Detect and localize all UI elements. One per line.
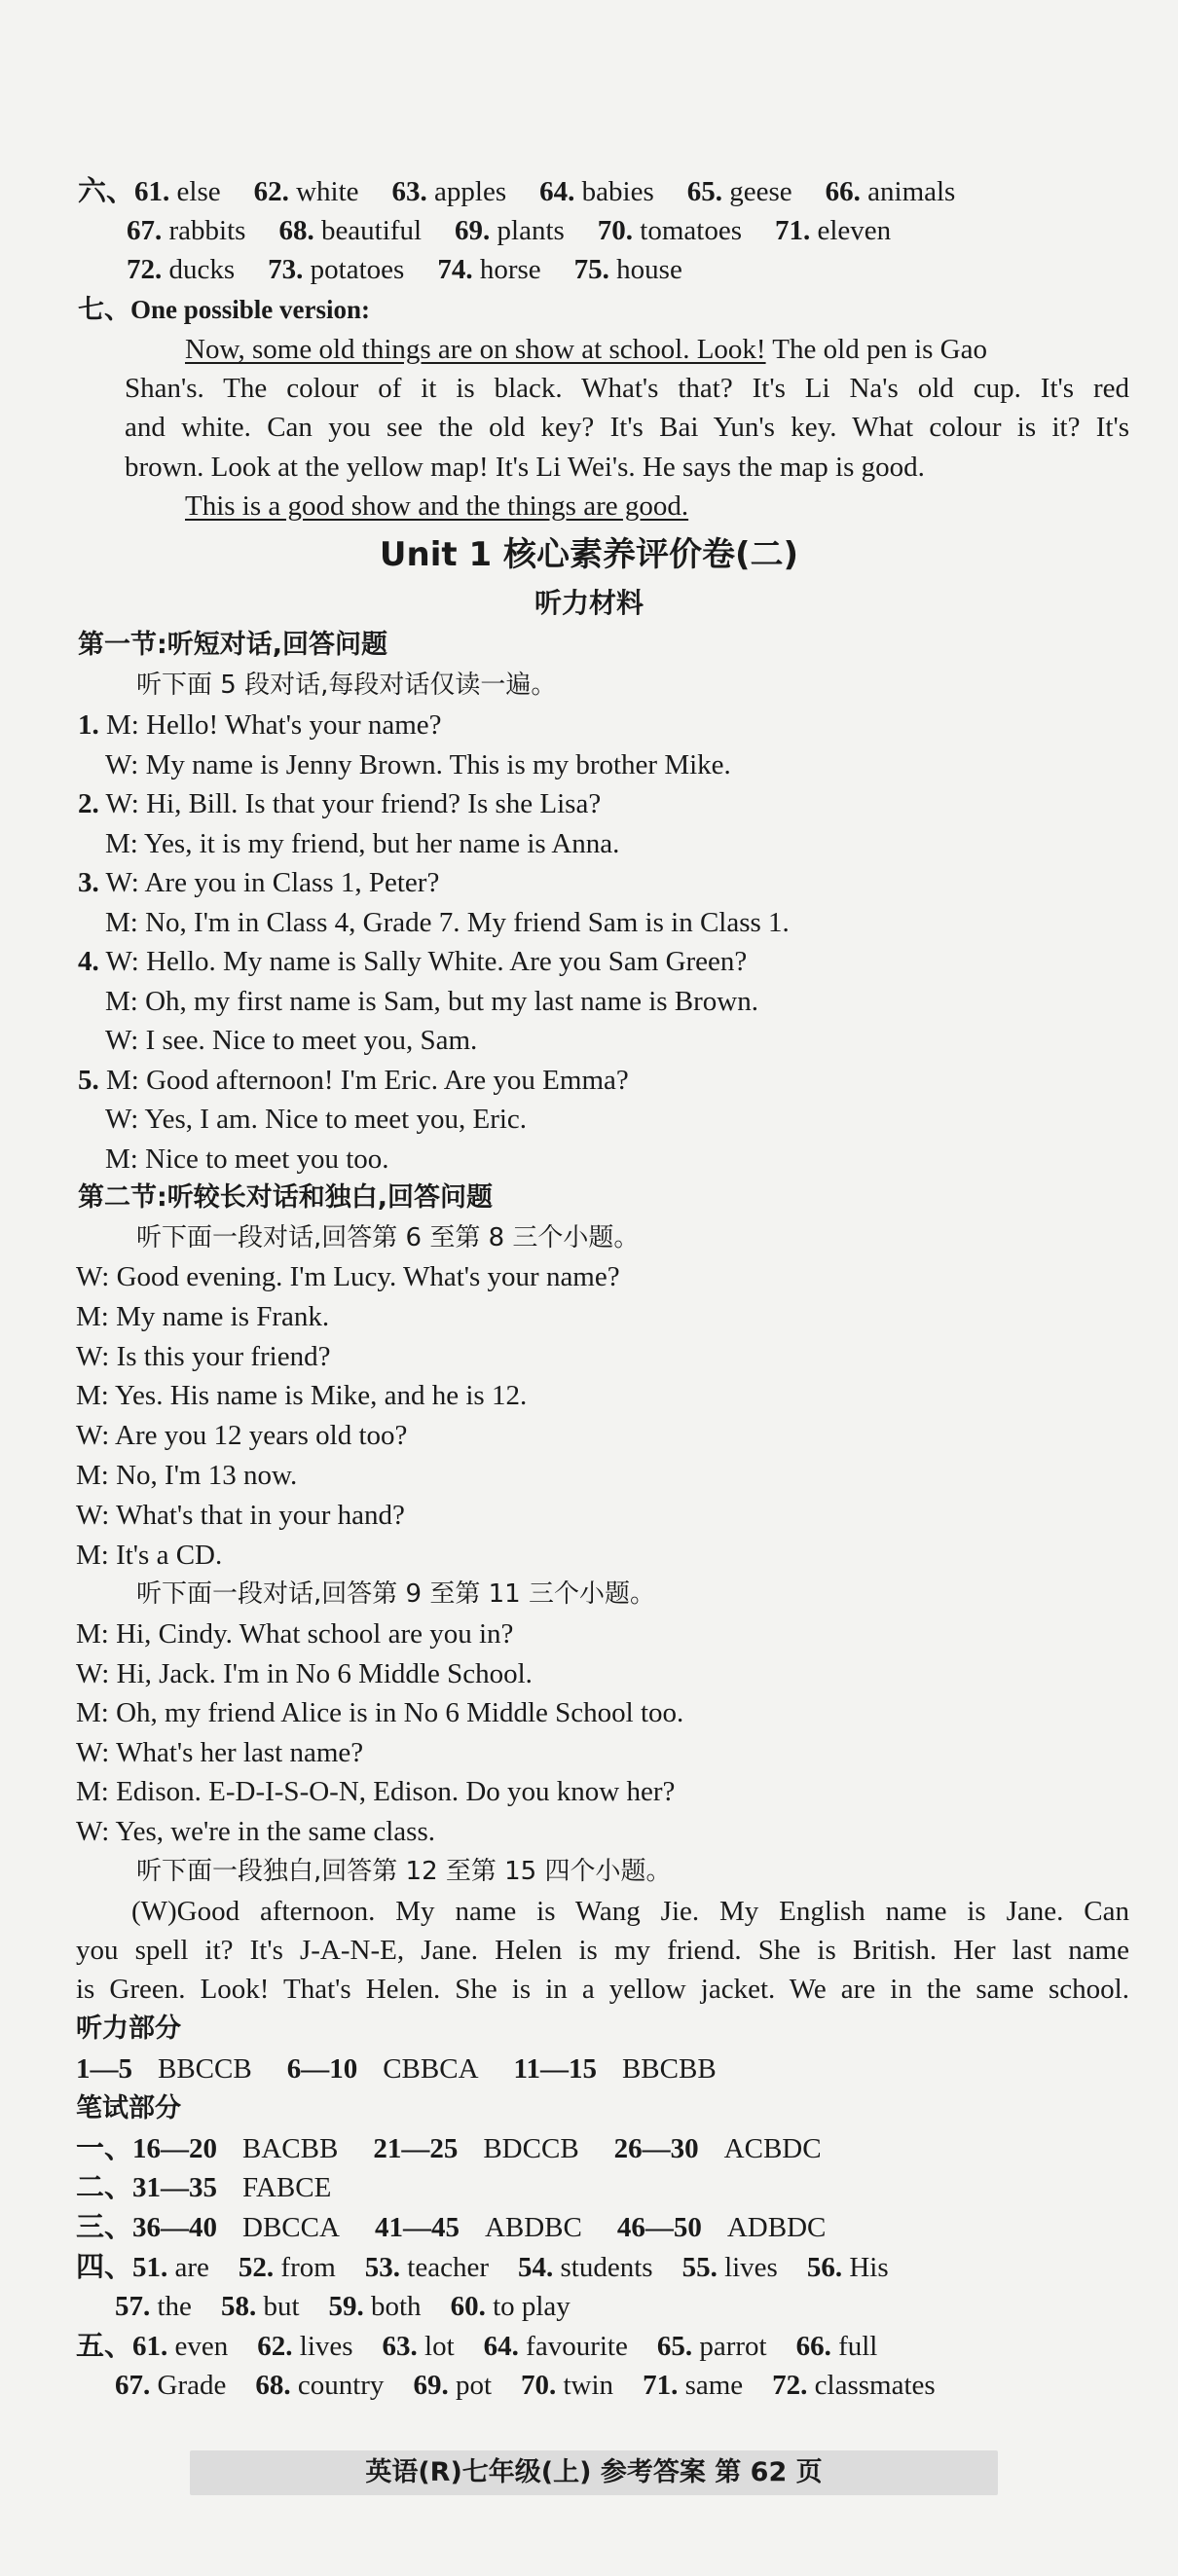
speaker-label: W:	[98, 788, 139, 819]
answer-value: same	[678, 2370, 744, 2401]
answer-number: 72.	[127, 254, 163, 285]
dialogue-text: Yes. His name is Mike, and he is 12.	[108, 1380, 528, 1412]
answer-value: full	[830, 2331, 878, 2362]
answer-value: to play	[485, 2291, 571, 2322]
speaker-label: W:	[105, 748, 139, 780]
answer-number: 52.	[238, 2252, 275, 2283]
answer-value: tomatoes	[633, 215, 742, 246]
dialogue-text: Hi, Jack. I'm in No 6 Middle School.	[109, 1657, 533, 1689]
speaker-label: M:	[98, 709, 139, 741]
answer-value: classmates	[807, 2370, 936, 2401]
sec6-row1	[78, 172, 955, 211]
speaker-label: M:	[105, 827, 138, 859]
dialogue-text: Good afternoon! I'm Eric. Are you Emma?	[138, 1064, 629, 1096]
answer-number: 68.	[255, 2370, 291, 2401]
answer-item	[78, 176, 221, 207]
answer-item	[643, 2370, 743, 2401]
answer-item	[76, 2212, 340, 2243]
part2-intro1: 听下面一段对话,回答第 6 至第 8 三个小题。	[136, 1223, 640, 1252]
answer-number: 五、61.	[76, 2331, 168, 2362]
answers-s4-row2	[115, 2287, 571, 2326]
dialogue-text: Yes, we're in the same class.	[109, 1815, 435, 1847]
answer-number: 三、36—40	[76, 2212, 218, 2243]
answer-number: 71.	[775, 215, 811, 246]
answer-number: 二、31—35	[76, 2172, 218, 2203]
answer-value: white	[288, 176, 359, 207]
speaker-label: M:	[76, 1697, 109, 1728]
answer-item	[455, 215, 565, 246]
answer-value: His	[842, 2252, 889, 2283]
answer-number: 62.	[257, 2331, 293, 2362]
answer-number: 26—30	[613, 2133, 699, 2164]
dialogue-text: Yes, it is my friend, but her name is Anna.	[137, 827, 620, 859]
answer-number: 69.	[455, 215, 491, 246]
dialogue-text: Edison. E-D-I-S-O-N, Edison. Do you know her?	[108, 1776, 676, 1807]
dialogue-text: Are you in Class 1, Peter?	[138, 867, 440, 898]
speaker-label: W:	[76, 1815, 110, 1847]
dialogue-line	[105, 1140, 389, 1179]
answer-item	[365, 2252, 489, 2283]
answer-item	[76, 2053, 252, 2085]
answer-item	[76, 2133, 338, 2164]
answers-s2	[76, 2168, 331, 2207]
dialogue-line	[76, 1337, 330, 1376]
sec7-line4: brown. Look at the yellow map! It's Li Wei's. He says the map is good.	[125, 452, 925, 483]
answer-value: rabbits	[162, 215, 246, 246]
dialogue-line	[76, 1456, 297, 1495]
speaker-label: M:	[76, 1618, 109, 1650]
part1-heading: 第一节:听短对话,回答问题	[78, 630, 388, 660]
answer-number: 四、51.	[76, 2252, 168, 2283]
dialogue-text: Yes, I am. Nice to meet you, Eric.	[138, 1104, 528, 1135]
answer-value: lives	[292, 2331, 353, 2362]
answer-number: 六、61.	[78, 176, 170, 207]
answer-number: 1—5	[76, 2053, 132, 2085]
answer-value: house	[608, 254, 682, 285]
speaker-label: W:	[76, 1340, 110, 1372]
answer-item	[76, 2331, 228, 2362]
answer-number: 74.	[437, 254, 473, 285]
dialogue-line	[76, 1376, 527, 1415]
answer-number: 55.	[681, 2252, 718, 2283]
listening-heading: 听力部分	[76, 2014, 181, 2044]
answer-number: 6—10	[286, 2053, 358, 2085]
answers-s1	[76, 2129, 822, 2168]
answer-item	[617, 2212, 827, 2243]
dialogue-text: What's that in your hand?	[109, 1499, 405, 1531]
dialogue-line	[76, 1416, 407, 1455]
dialogue-text: My name is Jenny Brown. This is my brother Mike.	[138, 748, 731, 780]
sec7-line3: and white. Can you see the old key? It's Bai Yun's key. What colour is it? It's	[125, 412, 1129, 443]
answer-value: students	[553, 2252, 653, 2283]
answer-item	[268, 254, 404, 285]
answer-item	[796, 2331, 878, 2362]
answer-value: lot	[417, 2331, 455, 2362]
answer-number: 66.	[795, 2331, 831, 2362]
answer-number: 一、16—20	[76, 2133, 218, 2164]
answer-value: ACBDC	[723, 2133, 822, 2164]
answer-number: 67.	[115, 2370, 151, 2401]
answer-value: ABDBC	[484, 2212, 582, 2243]
dialogue-number: 3.	[78, 867, 99, 898]
answer-value: favourite	[518, 2331, 628, 2362]
answer-number: 60.	[450, 2291, 486, 2322]
speaker-label: M:	[76, 1380, 109, 1412]
dialogue-line	[76, 1812, 435, 1851]
dialogue-text: Oh, my friend Alice is in No 6 Middle School too.	[108, 1697, 684, 1728]
answer-value: horse	[472, 254, 541, 285]
answer-value: BACBB	[242, 2133, 339, 2164]
unit-subtitle: 听力材料	[534, 587, 644, 619]
answer-value: geese	[721, 176, 792, 207]
answer-number: 58.	[220, 2291, 257, 2322]
dialogue-line	[76, 1772, 675, 1811]
answer-number: 56.	[806, 2252, 843, 2283]
answer-item	[375, 2212, 582, 2243]
dialogue-line	[76, 1536, 222, 1575]
sec6-row3	[127, 250, 682, 289]
answer-item	[257, 2331, 352, 2362]
answer-item	[115, 2291, 192, 2322]
sec7-line1-underlined: Now, some old things are on show at school. Look!	[185, 334, 766, 365]
answer-value: BBCBB	[621, 2053, 717, 2085]
answer-value: babies	[574, 176, 654, 207]
dialogue-text: Is this your friend?	[109, 1340, 331, 1372]
sec7-heading: 七、One possible version:	[78, 295, 371, 324]
answer-number: 63.	[382, 2331, 418, 2362]
answer-item	[278, 215, 422, 246]
part2-intro3: 听下面一段独白,回答第 12 至第 15 四个小题。	[136, 1857, 672, 1886]
answer-number: 62.	[253, 176, 289, 207]
monologue-line3: is Green. Look! That's Helen. She is in a yellow jacket. We are in the same school.	[76, 1974, 1129, 2005]
dialogue-text: No, I'm 13 now.	[108, 1460, 298, 1491]
answer-item	[221, 2291, 300, 2322]
answer-item	[574, 254, 682, 285]
answer-number: 46—50	[616, 2212, 702, 2243]
answer-number: 57.	[115, 2291, 151, 2322]
answer-value: BDCCB	[483, 2133, 579, 2164]
answer-item	[392, 176, 507, 207]
dialogue-text: Hi, Bill. Is that your friend? Is she Lisa?	[138, 788, 602, 819]
answer-item	[514, 2053, 717, 2085]
answer-value: FABCE	[242, 2172, 332, 2203]
speaker-label: W:	[105, 1104, 139, 1135]
dialogue-text: Are you 12 years old too?	[109, 1420, 408, 1452]
sec7-line2: Shan's. The colour of it is black. What's that? It's Li Na's old cup. It's red	[125, 373, 1129, 404]
answer-value: country	[290, 2370, 385, 2401]
answer-item	[76, 2252, 209, 2283]
dialogue-line	[105, 982, 758, 1021]
answer-value: Grade	[150, 2370, 227, 2401]
answer-item	[775, 215, 891, 246]
answer-item	[329, 2291, 422, 2322]
answer-value: even	[167, 2331, 229, 2362]
dialogue-text: Hello! What's your name?	[138, 709, 442, 741]
dialogue-text: Hello. My name is Sally White. Are you Sam Green?	[138, 946, 748, 977]
answer-value: DBCCA	[242, 2212, 340, 2243]
answer-item	[598, 215, 742, 246]
speaker-label: W:	[76, 1420, 110, 1452]
answer-value: teacher	[400, 2252, 489, 2283]
writing-heading: 笔试部分	[76, 2093, 181, 2123]
answer-value: are	[167, 2252, 209, 2283]
answer-value: plants	[490, 215, 565, 246]
answer-number: 73.	[268, 254, 304, 285]
answer-number: 65.	[686, 176, 722, 207]
answer-value: both	[363, 2291, 422, 2322]
answer-item	[807, 2252, 889, 2283]
monologue-line1: (W)Good afternoon. My name is Wang Jie. My English name is Jane. Can	[131, 1896, 1129, 1927]
speaker-label: W:	[98, 867, 139, 898]
answer-number: 11—15	[513, 2053, 597, 2085]
answer-value: parrot	[692, 2331, 767, 2362]
answer-value: twin	[556, 2370, 614, 2401]
answer-value: else	[169, 176, 221, 207]
answer-item	[539, 176, 654, 207]
dialogue-text: Oh, my first name is Sam, but my last name is Brown.	[137, 985, 758, 1017]
answer-number: 64.	[539, 176, 575, 207]
answer-value: from	[274, 2252, 336, 2283]
answer-number: 41—45	[374, 2212, 460, 2243]
speaker-label: M:	[76, 1539, 109, 1571]
answers-s3	[76, 2208, 826, 2247]
answer-item	[127, 254, 235, 285]
answer-item	[657, 2331, 767, 2362]
answer-value: apples	[426, 176, 507, 207]
answer-number: 63.	[391, 176, 427, 207]
dialogue-number: 5.	[78, 1064, 99, 1096]
dialogue-line	[78, 942, 747, 981]
answer-number: 75.	[573, 254, 609, 285]
answer-item	[451, 2291, 571, 2322]
answer-item	[383, 2331, 455, 2362]
answer-value: pot	[448, 2370, 492, 2401]
answer-item	[437, 254, 540, 285]
part2-heading: 第二节:听较长对话和独白,回答问题	[78, 1182, 494, 1213]
speaker-label: M:	[105, 1143, 138, 1175]
dialogue-line	[105, 1100, 527, 1139]
answer-item	[772, 2370, 936, 2401]
answer-number: 64.	[483, 2331, 519, 2362]
answer-number: 67.	[127, 215, 163, 246]
answer-value: BBCCB	[158, 2053, 252, 2085]
answer-item	[521, 2370, 613, 2401]
answer-item	[239, 2252, 336, 2283]
part2-intro2: 听下面一段对话,回答第 9 至第 11 三个小题。	[136, 1579, 655, 1609]
answer-number: 71.	[643, 2370, 679, 2401]
dialogue-text: Hi, Cindy. What school are you in?	[108, 1618, 514, 1650]
dialogue-line	[76, 1297, 329, 1336]
dialogue-line	[105, 903, 790, 942]
answer-number: 66.	[825, 176, 861, 207]
speaker-label: W:	[76, 1657, 110, 1689]
sec7-line1	[185, 330, 987, 369]
dialogue-number: 2.	[78, 788, 99, 819]
answer-item	[826, 176, 956, 207]
answer-value: eleven	[810, 215, 892, 246]
answer-number: 72.	[772, 2370, 808, 2401]
answers-s5-row2	[115, 2366, 936, 2405]
answer-item	[115, 2370, 226, 2401]
speaker-label: M:	[76, 1460, 109, 1491]
answer-item	[254, 176, 359, 207]
answer-number: 21—25	[373, 2133, 459, 2164]
answer-value: ducks	[162, 254, 236, 285]
speaker-label: M:	[105, 906, 138, 938]
answer-item	[687, 176, 792, 207]
answer-item	[373, 2133, 578, 2164]
answer-item	[287, 2053, 479, 2085]
answer-number: 69.	[413, 2370, 449, 2401]
speaker-label: W:	[76, 1261, 110, 1292]
answer-item	[614, 2133, 822, 2164]
speaker-label: W:	[76, 1736, 110, 1768]
dialogue-text: No, I'm in Class 4, Grade 7. My friend Sam is in Class 1.	[137, 906, 790, 938]
speaker-label: M:	[76, 1300, 109, 1332]
answer-number: 65.	[656, 2331, 693, 2362]
dialogue-line	[76, 1257, 620, 1296]
answer-value: CBBCA	[383, 2053, 479, 2085]
dialogue-line	[78, 784, 601, 823]
dialogue-text: Nice to meet you too.	[137, 1143, 389, 1175]
speaker-label: M:	[105, 985, 138, 1017]
dialogue-text: It's a CD.	[108, 1539, 223, 1571]
dialogue-line	[105, 745, 731, 784]
answer-number: 54.	[518, 2252, 554, 2283]
speaker-label: M:	[98, 1064, 139, 1096]
answer-item	[484, 2331, 628, 2362]
dialogue-line	[76, 1733, 363, 1772]
answer-number: 53.	[364, 2252, 401, 2283]
dialogue-line	[78, 706, 442, 744]
sec6-row2	[127, 211, 891, 250]
monologue-line2: you spell it? It's J-A-N-E, Jane. Helen is my friend. She is British. Her last name	[76, 1935, 1129, 1966]
dialogue-line	[105, 824, 619, 863]
speaker-label: W:	[105, 1025, 139, 1056]
dialogue-line	[76, 1693, 683, 1732]
answer-number: 59.	[328, 2291, 364, 2322]
answer-value: potatoes	[303, 254, 405, 285]
answer-item	[413, 2370, 492, 2401]
dialogue-text: I see. Nice to meet you, Sam.	[138, 1025, 478, 1056]
dialogue-line	[76, 1496, 405, 1535]
dialogue-text: Good evening. I'm Lucy. What's your name?	[109, 1261, 620, 1292]
dialogue-line	[76, 1615, 513, 1653]
answer-item	[127, 215, 245, 246]
dialogue-line	[78, 863, 439, 902]
answer-item	[255, 2370, 384, 2401]
answer-number: 70.	[521, 2370, 557, 2401]
answer-value: beautiful	[313, 215, 423, 246]
answers-s4-row1	[76, 2248, 889, 2287]
dialogue-line	[105, 1021, 477, 1060]
answer-value: animals	[860, 176, 956, 207]
answer-value: the	[150, 2291, 192, 2322]
dialogue-text: My name is Frank.	[108, 1300, 330, 1332]
answer-item	[682, 2252, 778, 2283]
dialogue-number: 1.	[78, 709, 99, 741]
answer-value: ADBDC	[726, 2212, 827, 2243]
dialogue-line	[76, 1654, 533, 1693]
answer-value: but	[256, 2291, 300, 2322]
answer-item	[76, 2172, 331, 2203]
answers-s5-row1	[76, 2327, 877, 2366]
speaker-label: M:	[76, 1776, 109, 1807]
speaker-label: W:	[76, 1499, 110, 1531]
dialogue-text: What's her last name?	[109, 1736, 364, 1768]
answer-item	[518, 2252, 653, 2283]
sec7-line1-rest: The old pen is Gao	[765, 334, 987, 365]
dialogue-number: 4.	[78, 946, 99, 977]
page-footer: 英语(R)七年级(上) 参考答案 第 62 页	[190, 2450, 998, 2495]
answer-number: 70.	[597, 215, 634, 246]
dialogue-line	[78, 1061, 629, 1100]
answer-value: lives	[717, 2252, 778, 2283]
listening-answers	[76, 2050, 717, 2088]
part1-intro: 听下面 5 段对话,每段对话仅读一遍。	[136, 671, 557, 700]
unit-title: Unit 1 核心素养评价卷(二)	[379, 535, 799, 574]
answer-number: 68.	[278, 215, 314, 246]
speaker-label: W:	[98, 946, 139, 977]
sec7-line5: This is a good show and the things are good.	[185, 490, 689, 522]
